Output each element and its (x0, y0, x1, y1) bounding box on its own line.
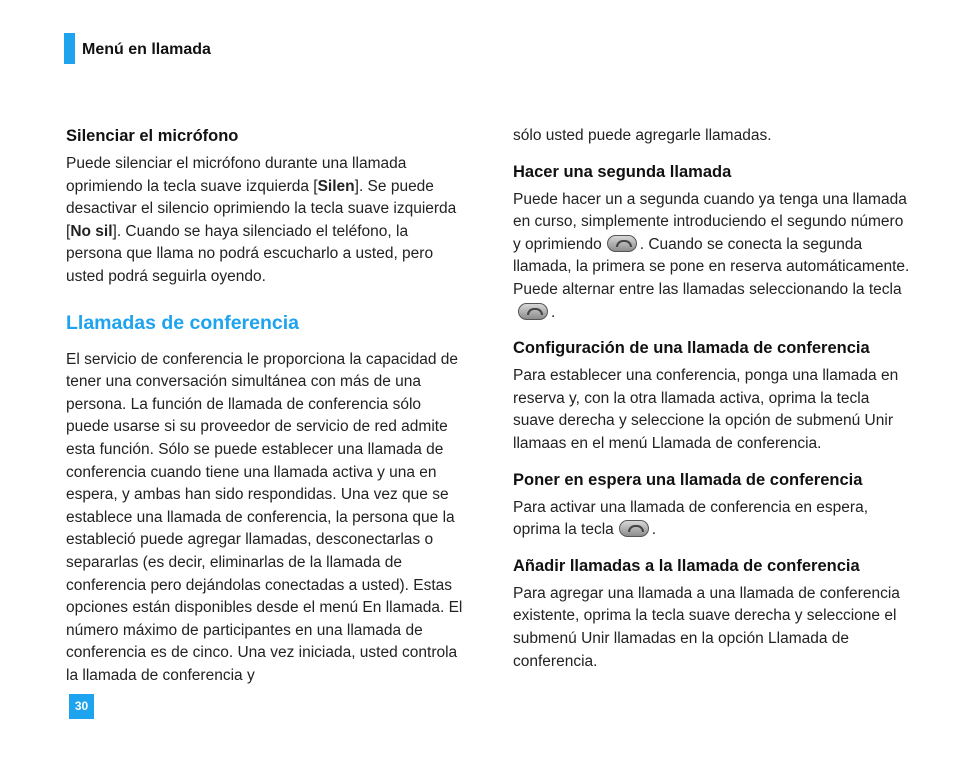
header-accent-bar (64, 33, 75, 64)
second-call-paragraph (513, 189, 913, 325)
second-call-heading: Hacer una segunda llamada (513, 162, 732, 181)
continuation-text: sólo usted puede agregarle llamadas. (513, 127, 772, 144)
send-key-icon (607, 235, 637, 252)
hold-text-1: Para activar una llamada de conferencia en espera, oprima la tecla (513, 498, 868, 539)
mute-heading: Silenciar el micrófono (66, 127, 239, 145)
section-config (513, 337, 913, 455)
add-paragraph: Para agregar una llamada a una llamada de conferencia existente, oprima la tecla suave derecha y seleccione el submenú Unir llamadas en la opción Llamada de conferencia. (513, 584, 900, 670)
section-add (513, 555, 913, 673)
second-call-text-2: . Cuando se conecta la segunda llamada, la primera se pone en reserva automáticamente. Puede alternar entre las llamadas seleccionando la tecla (513, 235, 910, 298)
section-hold (513, 469, 913, 542)
mute-text-1: Puede silenciar el micrófono durante una llamada oprimiendo la tecla suave izquierda [ (66, 155, 407, 195)
config-heading: Configuración de una llamada de conferencia (513, 339, 870, 358)
hold-text-2: . (651, 521, 657, 539)
left-column (66, 125, 466, 687)
section-second-call (513, 161, 913, 325)
send-key-icon (619, 520, 649, 537)
right-column (513, 125, 913, 673)
silen-key-label: Silen (317, 177, 355, 195)
section-mute (66, 125, 466, 289)
add-heading: Añadir llamadas a la llamada de conferencia (513, 556, 860, 575)
hold-paragraph (513, 497, 913, 542)
mute-text-2: ]. Se puede desactivar el silencio oprimiendo la tecla suave izquierda [ (66, 177, 457, 240)
conference-heading: Llamadas de conferencia (66, 311, 300, 334)
nosil-key-label: No sil (70, 222, 113, 240)
section-conference (66, 311, 466, 688)
second-call-text-1: Puede hacer un a segunda cuando ya tenga una llamada en curso, simplemente introduciendo el segundo número y oprimiendo (513, 190, 907, 253)
config-paragraph: Para establecer una conferencia, ponga una llamada en reserva y, con la otra llamada activa, oprima la tecla suave derecha y seleccione la opción de submenú Unir llamaas en el menú Llamada de conferencia. (513, 367, 899, 452)
conference-paragraph: El servicio de conferencia le proporciona la capacidad de tener una conversación simultánea con más de una persona. La función de llamada de conferencia sólo puede usarse si su proveedor de servicio de red admite esta función. Sólo se puede establecer una llamada de conferencia cuando tiene una llamada activa y una en espera, y ambas han sido respondidas. Una vez que se establece una llamada de conferencia, la persona que la estableció puede agregar llamadas, desconectarlas o separarlas (es decir, eliminarlas de la llamada de conferencia pero dejándolas conectadas a usted). Estas opciones están disponibles desde el menú En llamada. El número máximo de participantes en una llamada de conferencia es de cinco. Una vez iniciada, usted controla la llamada de conferencia y (66, 350, 463, 684)
mute-text-3: ]. Cuando se haya silenciado el teléfono, la persona que llama no podrá escucharlo a usted, pero usted podrá seguirla oyendo. (66, 222, 434, 285)
second-call-text-3: . (551, 303, 556, 321)
hold-heading: Poner en espera una llamada de conferencia (513, 470, 863, 489)
mute-paragraph (66, 153, 466, 289)
send-key-icon (518, 303, 548, 320)
page-number: 30 (69, 694, 94, 719)
page-header: Menú en llamada (82, 41, 211, 58)
